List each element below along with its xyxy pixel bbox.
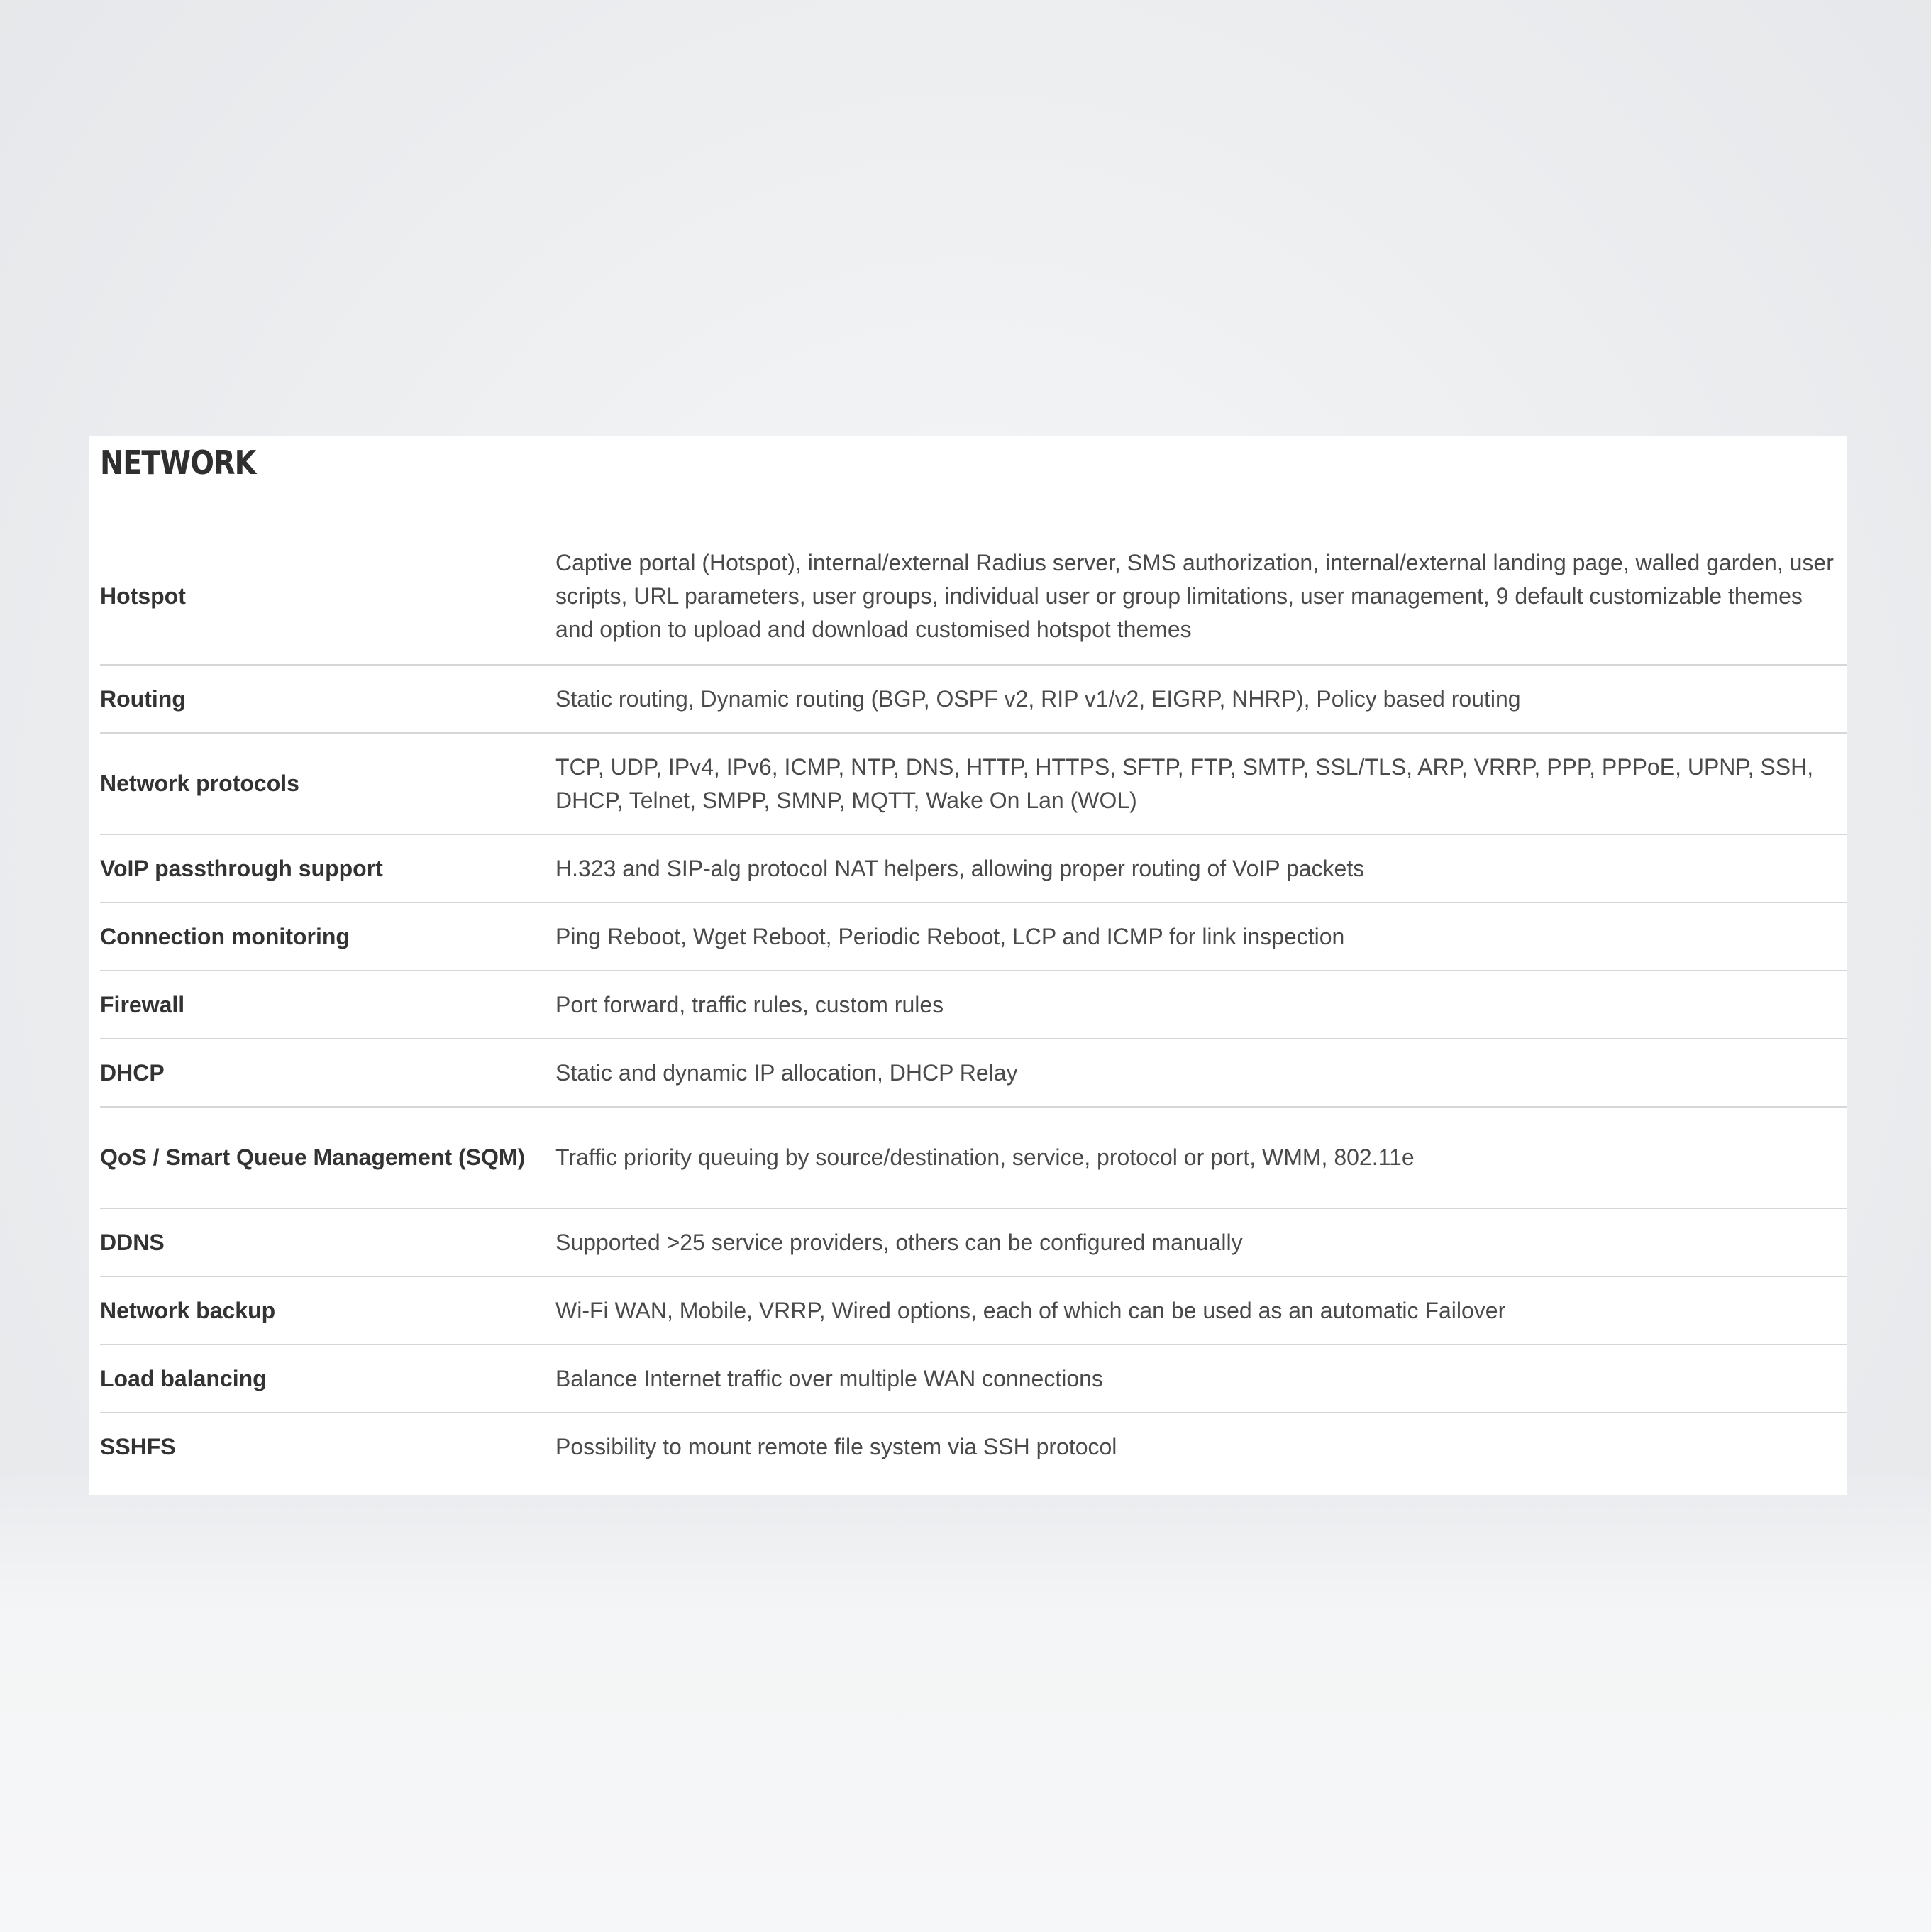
spec-table [100,529,1847,1481]
spec-label: Routing [100,665,555,733]
spec-value: Static routing, Dynamic routing (BGP, OSPF v2, RIP v1/v2, EIGRP, NHRP), Policy based routing [555,665,1847,733]
spec-row-dhcp [100,1039,1847,1107]
spec-row-firewall [100,971,1847,1039]
spec-row-ddns [100,1208,1847,1276]
spec-card [89,436,1847,1495]
spec-label: Load balancing [100,1345,555,1413]
spec-value: Traffic priority queuing by source/destination, service, protocol or port, WMM, 802.11e [555,1107,1847,1208]
spec-value: Ping Reboot, Wget Reboot, Periodic Reboot, LCP and ICMP for link inspection [555,902,1847,971]
background-band [0,1476,1931,1932]
spec-value: Supported >25 service providers, others can be configured manually [555,1208,1847,1276]
spec-label: Hotspot [100,529,555,665]
spec-label: DDNS [100,1208,555,1276]
spec-row-qos [100,1107,1847,1208]
spec-value: Wi-Fi WAN, Mobile, VRRP, Wired options, each of which can be used as an automatic Failover [555,1276,1847,1345]
spec-row-network-backup [100,1276,1847,1345]
spec-label: VoIP passthrough support [100,834,555,902]
spec-value: Static and dynamic IP allocation, DHCP Relay [555,1039,1847,1107]
spec-value: TCP, UDP, IPv4, IPv6, ICMP, NTP, DNS, HTTP, HTTPS, SFTP, FTP, SMTP, SSL/TLS, ARP, VRRP, PPP, PPPoE, UPNP, SSH, DHCP, Telnet, SMPP, SMNP, MQTT, Wake On Lan (WOL) [555,733,1847,834]
section-title: NETWORK [100,443,256,482]
spec-row-sshfs [100,1413,1847,1481]
spec-value: H.323 and SIP-alg protocol NAT helpers, allowing proper routing of VoIP packets [555,834,1847,902]
spec-row-connection-monitoring [100,902,1847,971]
spec-value: Possibility to mount remote file system via SSH protocol [555,1434,1117,1459]
spec-row-voip [100,834,1847,902]
spec-label: QoS / Smart Queue Management (SQM) [100,1107,555,1208]
spec-row-load-balancing [100,1345,1847,1413]
spec-label: DHCP [100,1039,555,1107]
spec-value: Port forward, traffic rules, custom rules [555,971,1847,1039]
spec-label: Network protocols [100,733,555,834]
spec-row-routing [100,665,1847,733]
spec-label: Network backup [100,1276,555,1345]
spec-label: Firewall [100,971,555,1039]
spec-row-hotspot [100,529,1847,665]
spec-label: Connection monitoring [100,902,555,971]
spec-label: SSHFS [100,1434,176,1459]
spec-row-network-protocols [100,733,1847,834]
spec-value: Balance Internet traffic over multiple WAN connections [555,1345,1847,1413]
spec-value: Captive portal (Hotspot), internal/external Radius server, SMS authorization, internal/external landing page, walled garden, user scripts, URL parameters, user groups, individual user or group limitations, user management, 9 default customizable themes and option to upload and download customised hotspot themes [555,529,1847,665]
